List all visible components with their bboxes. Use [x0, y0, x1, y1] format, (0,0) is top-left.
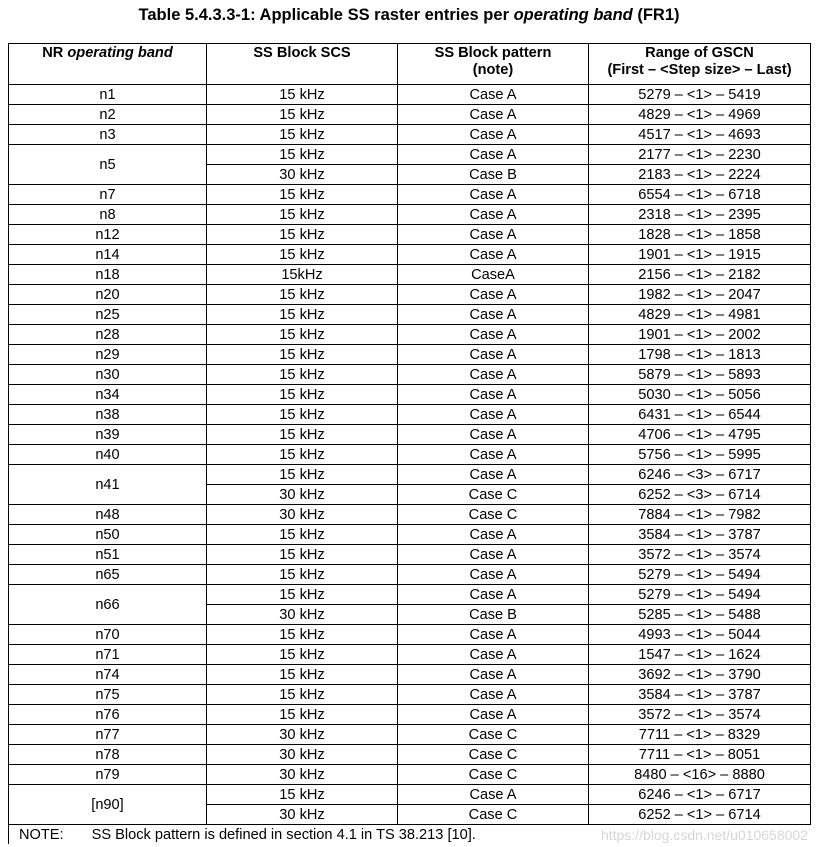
- scs-cell: 30 kHz: [207, 765, 398, 785]
- scs-cell: 15 kHz: [207, 645, 398, 665]
- table-row: [9, 445, 811, 465]
- gscn-range-cell: 1901 – <1> – 2002: [589, 325, 811, 345]
- scs-cell: 15 kHz: [207, 545, 398, 565]
- gscn-range-cell: 8480 – <16> – 8880: [589, 765, 811, 785]
- table-row: [9, 645, 811, 665]
- table-title-italic: operating band: [513, 6, 633, 24]
- pattern-cell: Case A: [398, 425, 589, 445]
- gscn-range-cell: 1547 – <1> – 1624: [589, 645, 811, 665]
- scs-cell: 15 kHz: [207, 425, 398, 445]
- band-cell: n40: [9, 445, 207, 465]
- pattern-cell: Case A: [398, 625, 589, 645]
- table-row: [9, 145, 811, 165]
- watermark: https://blog.csdn.net/u010658002: [600, 827, 808, 843]
- gscn-range-cell: 4829 – <1> – 4969: [589, 105, 811, 125]
- gscn-range-cell: 6246 – <3> – 6717: [589, 465, 811, 485]
- pattern-cell: CaseA: [398, 265, 589, 285]
- gscn-range-cell: 3572 – <1> – 3574: [589, 545, 811, 565]
- pattern-cell: Case A: [398, 665, 589, 685]
- pattern-cell: Case B: [398, 605, 589, 625]
- table-row: [9, 785, 811, 805]
- table-row: [9, 245, 811, 265]
- pattern-cell: Case C: [398, 745, 589, 765]
- scs-cell: 15 kHz: [207, 705, 398, 725]
- gscn-range-cell: 6554 – <1> – 6718: [589, 185, 811, 205]
- scs-cell: 15 kHz: [207, 145, 398, 165]
- header-gscn-line1: Range of GSCN: [645, 45, 754, 61]
- band-cell: n7: [9, 185, 207, 205]
- band-cell: n39: [9, 425, 207, 445]
- pattern-cell: Case A: [398, 305, 589, 325]
- scs-cell: 15 kHz: [207, 365, 398, 385]
- band-cell: n38: [9, 405, 207, 425]
- scs-cell: 30 kHz: [207, 725, 398, 745]
- scs-cell: 15 kHz: [207, 785, 398, 805]
- band-cell: n18: [9, 265, 207, 285]
- band-cell: n20: [9, 285, 207, 305]
- scs-cell: 15 kHz: [207, 85, 398, 105]
- gscn-range-cell: 7711 – <1> – 8329: [589, 725, 811, 745]
- pattern-cell: Case A: [398, 225, 589, 245]
- gscn-range-cell: 4829 – <1> – 4981: [589, 305, 811, 325]
- scs-cell: 15 kHz: [207, 685, 398, 705]
- gscn-range-cell: 6252 – <3> – 6714: [589, 485, 811, 505]
- table-title-prefix: Table 5.4.3.3-1: Applicable SS raster entries per: [138, 6, 514, 24]
- gscn-range-cell: 5879 – <1> – 5893: [589, 365, 811, 385]
- band-cell: n34: [9, 385, 207, 405]
- table-row: [9, 765, 811, 785]
- gscn-range-cell: 4993 – <1> – 5044: [589, 625, 811, 645]
- table-row: [9, 105, 811, 125]
- table-row: [9, 525, 811, 545]
- table-title: [0, 6, 818, 25]
- table-row: [9, 185, 811, 205]
- header-gscn-line2: (First – <Step size> – Last): [607, 62, 792, 78]
- table-row: [9, 745, 811, 765]
- scs-cell: 15 kHz: [207, 565, 398, 585]
- table-row: [9, 305, 811, 325]
- gscn-range-cell: 3584 – <1> – 3787: [589, 525, 811, 545]
- gscn-range-cell: 2183 – <1> – 2224: [589, 165, 811, 185]
- header-row: [9, 44, 811, 85]
- table-row: [9, 265, 811, 285]
- pattern-cell: Case C: [398, 805, 589, 825]
- band-cell: n76: [9, 705, 207, 725]
- gscn-range-cell: 6431 – <1> – 6544: [589, 405, 811, 425]
- table-row: [9, 585, 811, 605]
- gscn-range-cell: 6246 – <1> – 6717: [589, 785, 811, 805]
- pattern-cell: Case A: [398, 185, 589, 205]
- band-cell: n65: [9, 565, 207, 585]
- band-cell: [n90]: [9, 785, 207, 825]
- table-row: [9, 325, 811, 345]
- header-band-plain: NR: [42, 45, 68, 61]
- table-row: [9, 725, 811, 745]
- scs-cell: 15 kHz: [207, 405, 398, 425]
- band-cell: n14: [9, 245, 207, 265]
- ss-raster-table: [8, 43, 811, 844]
- table-row: [9, 205, 811, 225]
- gscn-range-cell: 7711 – <1> – 8051: [589, 745, 811, 765]
- pattern-cell: Case C: [398, 725, 589, 745]
- scs-cell: 30 kHz: [207, 745, 398, 765]
- scs-cell: 30 kHz: [207, 605, 398, 625]
- band-cell: n2: [9, 105, 207, 125]
- table-row: [9, 565, 811, 585]
- table-row: [9, 665, 811, 685]
- gscn-range-cell: 2177 – <1> – 2230: [589, 145, 811, 165]
- gscn-range-cell: 3692 – <1> – 3790: [589, 665, 811, 685]
- scs-cell: 15 kHz: [207, 585, 398, 605]
- pattern-cell: Case A: [398, 525, 589, 545]
- gscn-range-cell: 7884 – <1> – 7982: [589, 505, 811, 525]
- band-cell: n5: [9, 145, 207, 185]
- gscn-range-cell: 5279 – <1> – 5494: [589, 565, 811, 585]
- gscn-range-cell: 5756 – <1> – 5995: [589, 445, 811, 465]
- pattern-cell: Case A: [398, 125, 589, 145]
- scs-cell: 15 kHz: [207, 125, 398, 145]
- band-cell: n75: [9, 685, 207, 705]
- scs-cell: 15 kHz: [207, 385, 398, 405]
- table-row: [9, 685, 811, 705]
- gscn-range-cell: 1798 – <1> – 1813: [589, 345, 811, 365]
- note-label: NOTE:: [19, 826, 64, 843]
- pattern-cell: Case C: [398, 505, 589, 525]
- band-cell: n74: [9, 665, 207, 685]
- table-row: [9, 285, 811, 305]
- pattern-cell: Case A: [398, 445, 589, 465]
- scs-cell: 15 kHz: [207, 205, 398, 225]
- scs-cell: 15 kHz: [207, 285, 398, 305]
- band-cell: n70: [9, 625, 207, 645]
- gscn-range-cell: 2318 – <1> – 2395: [589, 205, 811, 225]
- table-row: [9, 365, 811, 385]
- scs-cell: 15 kHz: [207, 445, 398, 465]
- table-row: [9, 385, 811, 405]
- scs-cell: 30 kHz: [207, 485, 398, 505]
- gscn-range-cell: 2156 – <1> – 2182: [589, 265, 811, 285]
- table-row: [9, 85, 811, 105]
- pattern-cell: Case A: [398, 685, 589, 705]
- gscn-range-cell: 6252 – <1> – 6714: [589, 805, 811, 825]
- pattern-cell: Case C: [398, 765, 589, 785]
- table-container: [8, 43, 810, 844]
- note-text: SS Block pattern is defined in section 4.1 in TS 38.213 [10].: [91, 826, 476, 843]
- band-cell: n48: [9, 505, 207, 525]
- gscn-range-cell: 3572 – <1> – 3574: [589, 705, 811, 725]
- band-cell: n25: [9, 305, 207, 325]
- pattern-cell: Case A: [398, 285, 589, 305]
- band-cell: n12: [9, 225, 207, 245]
- band-cell: n29: [9, 345, 207, 365]
- scs-cell: 30 kHz: [207, 505, 398, 525]
- header-band-italic: operating band: [67, 45, 173, 61]
- table-row: [9, 505, 811, 525]
- pattern-cell: Case A: [398, 465, 589, 485]
- table-row: [9, 345, 811, 365]
- band-cell: n50: [9, 525, 207, 545]
- band-cell: n71: [9, 645, 207, 665]
- pattern-cell: Case A: [398, 245, 589, 265]
- pattern-cell: Case A: [398, 705, 589, 725]
- band-cell: n79: [9, 765, 207, 785]
- scs-cell: 15 kHz: [207, 665, 398, 685]
- scs-cell: 15 kHz: [207, 465, 398, 485]
- pattern-cell: Case A: [398, 585, 589, 605]
- pattern-cell: Case A: [398, 405, 589, 425]
- band-cell: n77: [9, 725, 207, 745]
- band-cell: n78: [9, 745, 207, 765]
- gscn-range-cell: 4517 – <1> – 4693: [589, 125, 811, 145]
- gscn-range-cell: 5279 – <1> – 5494: [589, 585, 811, 605]
- gscn-range-cell: 4706 – <1> – 4795: [589, 425, 811, 445]
- header-gscn: [589, 44, 811, 85]
- pattern-cell: Case A: [398, 325, 589, 345]
- pattern-cell: Case A: [398, 145, 589, 165]
- band-cell: n3: [9, 125, 207, 145]
- table-row: [9, 225, 811, 245]
- gscn-range-cell: 1901 – <1> – 1915: [589, 245, 811, 265]
- pattern-cell: Case A: [398, 105, 589, 125]
- pattern-cell: Case A: [398, 205, 589, 225]
- pattern-cell: Case A: [398, 345, 589, 365]
- table-body: [9, 85, 811, 825]
- header-band: [9, 44, 207, 85]
- scs-cell: 15 kHz: [207, 185, 398, 205]
- header-scs: SS Block SCS: [207, 44, 398, 85]
- pattern-cell: Case A: [398, 785, 589, 805]
- table-row: [9, 465, 811, 485]
- band-cell: n66: [9, 585, 207, 625]
- pattern-cell: Case C: [398, 485, 589, 505]
- scs-cell: 15 kHz: [207, 105, 398, 125]
- table-row: [9, 545, 811, 565]
- scs-cell: 15 kHz: [207, 525, 398, 545]
- gscn-range-cell: 5030 – <1> – 5056: [589, 385, 811, 405]
- scs-cell: 15 kHz: [207, 625, 398, 645]
- header-pattern: [398, 44, 589, 85]
- band-cell: n51: [9, 545, 207, 565]
- pattern-cell: Case A: [398, 365, 589, 385]
- band-cell: n30: [9, 365, 207, 385]
- pattern-cell: Case A: [398, 545, 589, 565]
- scs-cell: 15 kHz: [207, 305, 398, 325]
- scs-cell: 15 kHz: [207, 225, 398, 245]
- table-row: [9, 405, 811, 425]
- pattern-cell: Case A: [398, 565, 589, 585]
- header-pattern-line2: (note): [472, 62, 514, 78]
- pattern-cell: Case B: [398, 165, 589, 185]
- band-cell: n28: [9, 325, 207, 345]
- gscn-range-cell: 5279 – <1> – 5419: [589, 85, 811, 105]
- band-cell: n8: [9, 205, 207, 225]
- pattern-cell: Case A: [398, 645, 589, 665]
- scs-cell: 15 kHz: [207, 325, 398, 345]
- scs-cell: 30 kHz: [207, 165, 398, 185]
- scs-cell: 15 kHz: [207, 245, 398, 265]
- pattern-cell: Case A: [398, 85, 589, 105]
- table-row: [9, 425, 811, 445]
- table-title-suffix: (FR1): [632, 6, 680, 24]
- band-cell: n41: [9, 465, 207, 505]
- table-row: [9, 705, 811, 725]
- gscn-range-cell: 1828 – <1> – 1858: [589, 225, 811, 245]
- table-row: [9, 125, 811, 145]
- header-pattern-line1: SS Block pattern: [434, 45, 552, 61]
- gscn-range-cell: 5285 – <1> – 5488: [589, 605, 811, 625]
- band-cell: n1: [9, 85, 207, 105]
- table-row: [9, 625, 811, 645]
- gscn-range-cell: 3584 – <1> – 3787: [589, 685, 811, 705]
- pattern-cell: Case A: [398, 385, 589, 405]
- scs-cell: 30 kHz: [207, 805, 398, 825]
- gscn-range-cell: 1982 – <1> – 2047: [589, 285, 811, 305]
- scs-cell: 15kHz: [207, 265, 398, 285]
- scs-cell: 15 kHz: [207, 345, 398, 365]
